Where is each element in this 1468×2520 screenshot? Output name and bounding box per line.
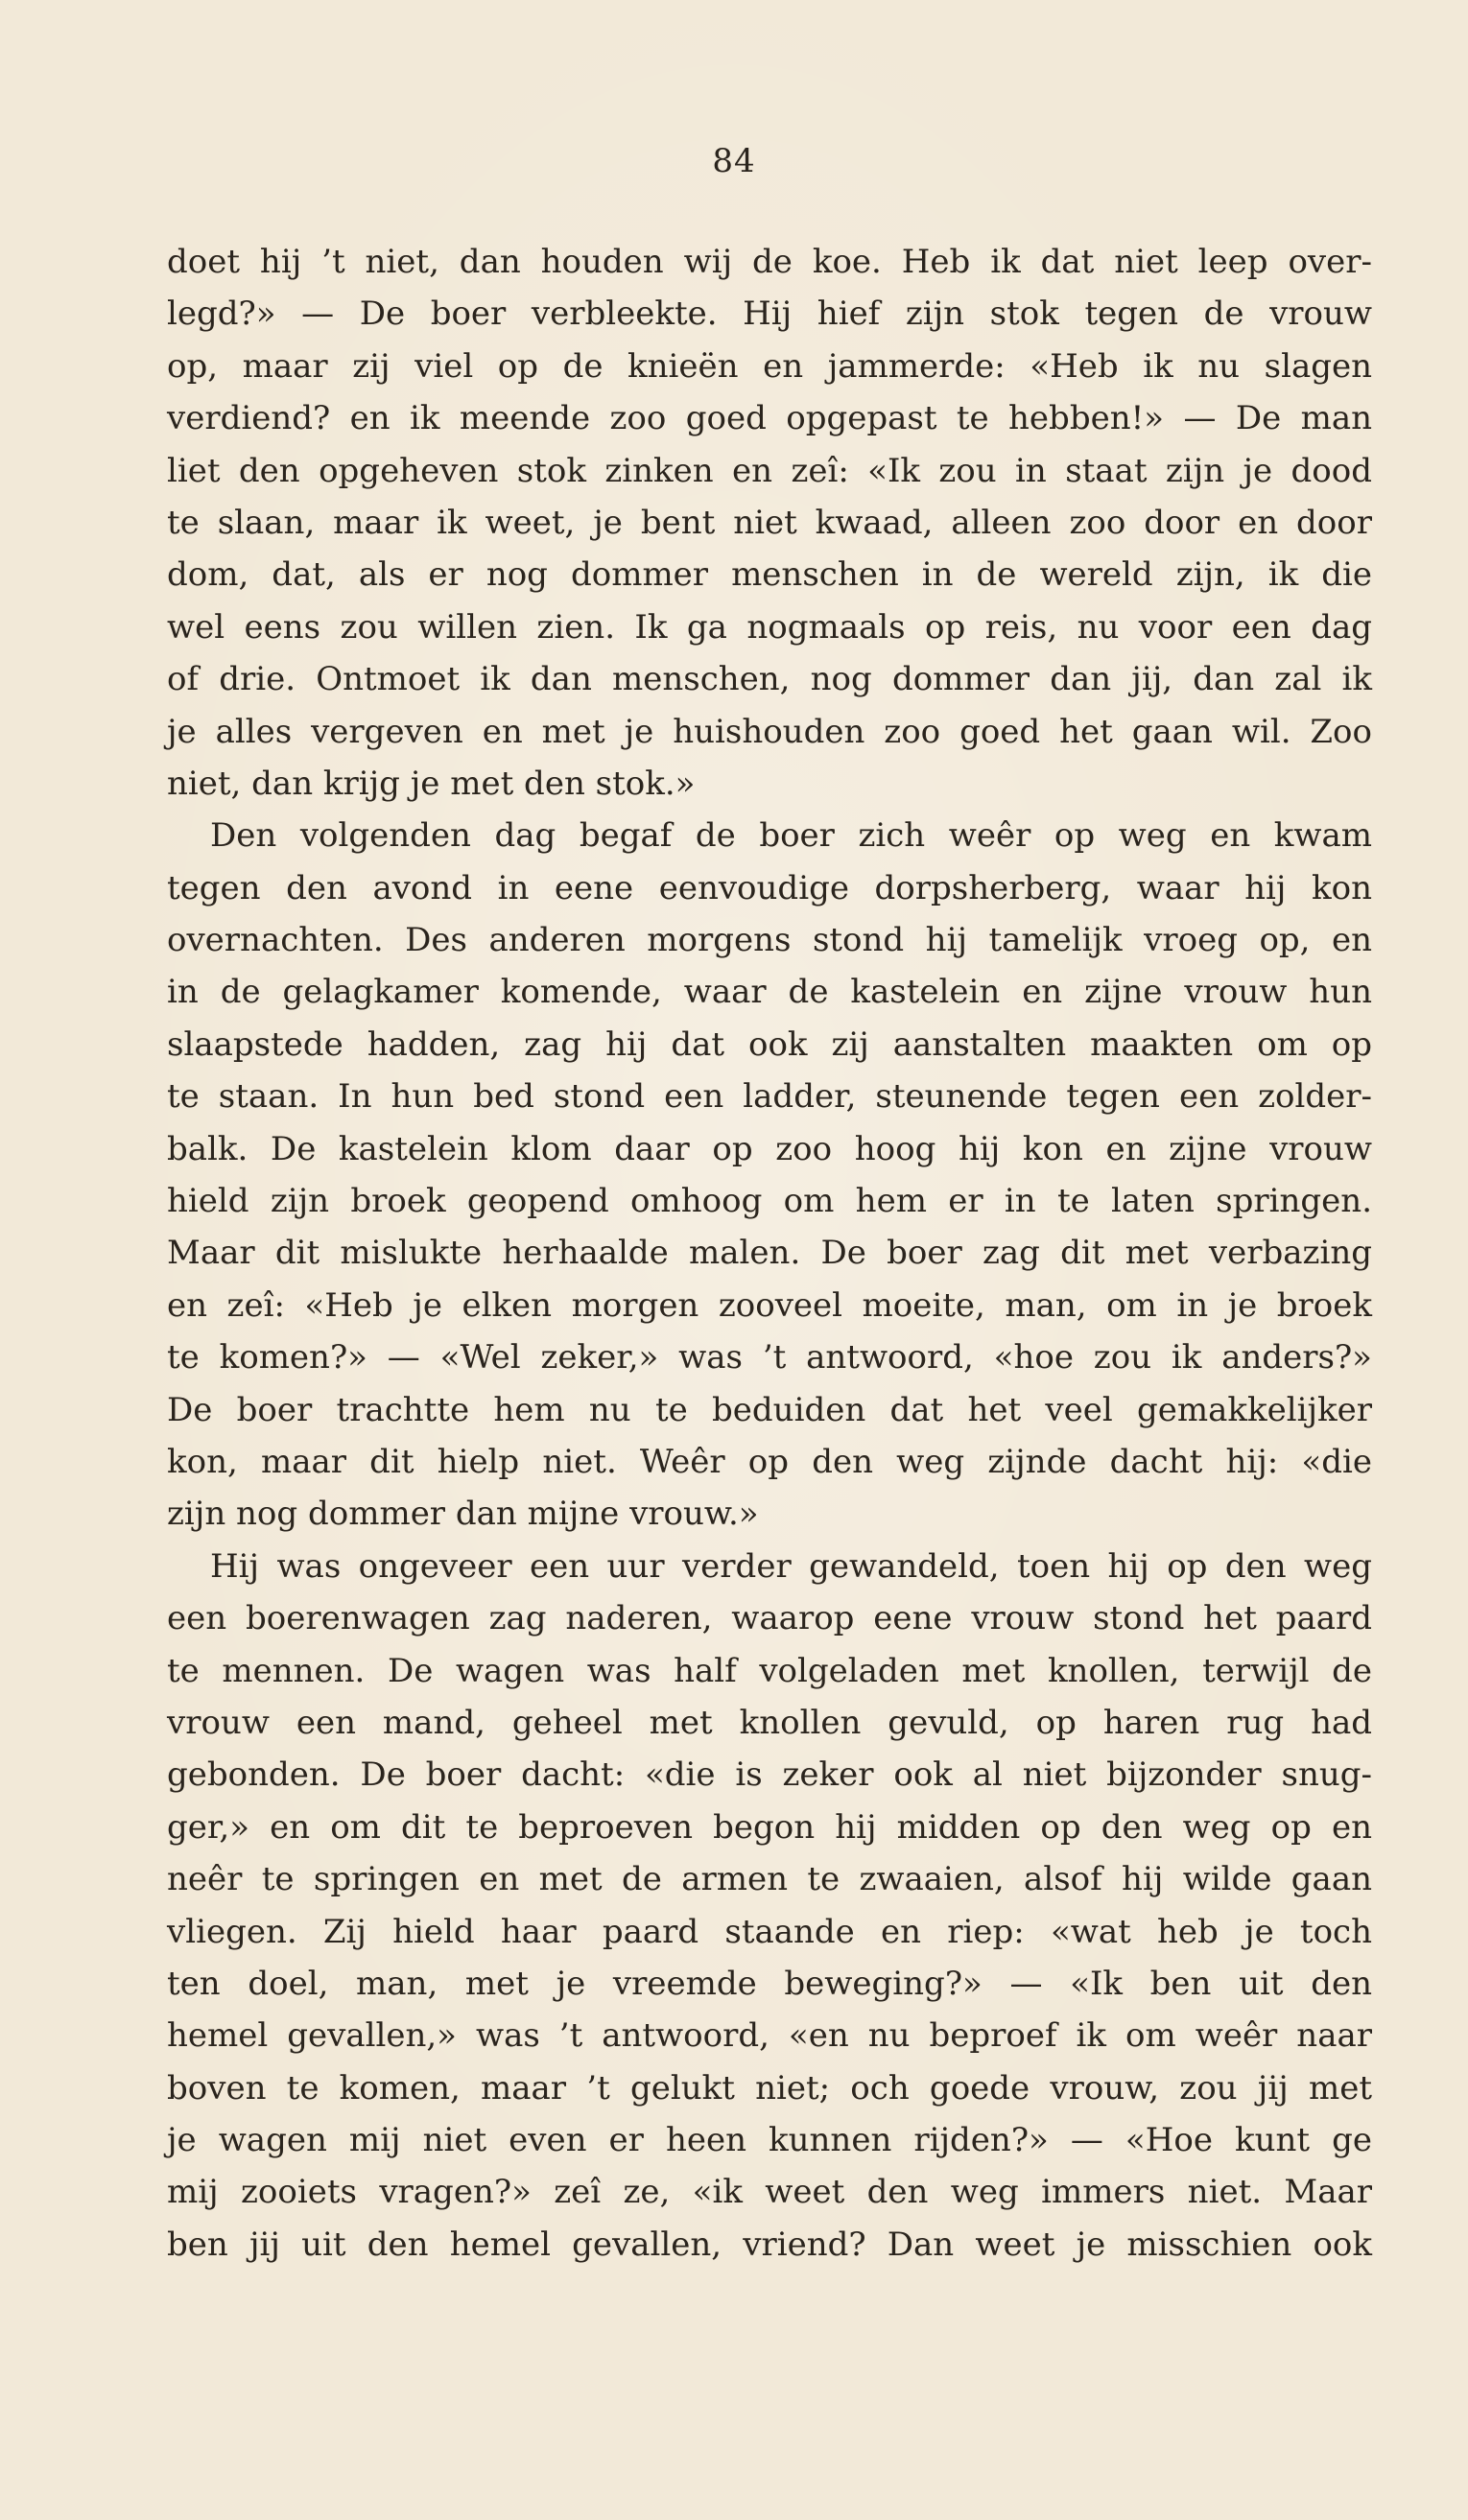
text-line: je wagen mij niet even er heen kunnen rijden?» — «Hoe kunt ge <box>167 2121 1372 2160</box>
text-line: te slaan, maar ik weet, je bent niet kwaad, alleen zoo door en door <box>167 503 1372 542</box>
text-line: overnachten. Des anderen morgens stond hij tamelijk vroeg op, en <box>167 921 1372 960</box>
text-line: ger,» en om dit te beproeven begon hij midden op den weg op en <box>167 1807 1372 1847</box>
text-line: te mennen. De wagen was half volgeladen met knollen, terwijl de <box>167 1651 1372 1690</box>
text-line: slaapstede hadden, zag hij dat ook zij aanstalten maakten om op <box>167 1024 1372 1064</box>
body-text <box>167 236 1372 2271</box>
text-line: verdiend? en ik meende zoo goed opgepast te hebben!» — De man <box>167 399 1372 438</box>
paragraph-start-line: Hij was ongeveer een uur verder gewandeld, toen hij op den weg <box>210 1546 1372 1586</box>
text-line: De boer trachtte hem nu te beduiden dat het veel gemakkelijker <box>167 1390 1372 1429</box>
text-line: dom, dat, als er nog dommer menschen in de wereld zijn, ik die <box>167 555 1372 595</box>
text-line: ten doel, man, met je vreemde beweging?» — «Ik ben uit den <box>167 1964 1372 2003</box>
paragraph-end-line: niet, dan krijg je met den stok.» <box>167 764 696 803</box>
text-line: vrouw een mand, geheel met knollen gevuld, op haren rug had <box>167 1703 1372 1742</box>
text-line: of drie. Ontmoet ik dan menschen, nog dommer dan jij, dan zal ik <box>167 660 1372 699</box>
text-line: tegen den avond in eene eenvoudige dorpsherberg, waar hij kon <box>167 868 1372 907</box>
text-line: boven te komen, maar ’t gelukt niet; och goede vrouw, zou jij met <box>167 2068 1372 2108</box>
text-line: en zeî: «Heb je elken morgen zooveel moeite, man, om in je broek <box>167 1285 1372 1325</box>
text-line: balk. De kastelein klom daar op zoo hoog hij kon en zijne vrouw <box>167 1129 1372 1168</box>
text-line: legd?» — De boer verbleekte. Hij hief zijn stok tegen de vrouw <box>167 294 1372 334</box>
text-line: te staan. In hun bed stond een ladder, steunende tegen een zolder- <box>167 1077 1372 1117</box>
text-line: hemel gevallen,» was ’t antwoord, «en nu beproef ik om weêr naar <box>167 2016 1372 2056</box>
paragraph-end-line: zijn nog dommer dan mijne vrouw.» <box>167 1495 759 1534</box>
text-line: je alles vergeven en met je huishouden zoo goed het gaan wil. Zoo <box>167 712 1372 751</box>
text-line: gebonden. De boer dacht: «die is zeker ook al niet bijzonder snug- <box>167 1755 1372 1795</box>
text-line: Maar dit mislukte herhaalde malen. De boer zag dit met verbazing <box>167 1234 1372 1273</box>
paragraph-start-line: Den volgenden dag begaf de boer zich weêr op weg en kwam <box>210 816 1372 856</box>
text-line: neêr te springen en met de armen te zwaaien, alsof hij wilde gaan <box>167 1860 1372 1899</box>
text-line: liet den opgeheven stok zinken en zeî: «Ik zou in staat zijn je dood <box>167 451 1372 490</box>
text-line: ben jij uit den hemel gevallen, vriend? Dan weet je misschien ook <box>167 2225 1372 2264</box>
text-line: mij zooiets vragen?» zeî ze, «ik weet den weg immers niet. Maar <box>167 2173 1372 2212</box>
page-number: 84 <box>712 142 756 180</box>
text-line: in de gelagkamer komende, waar de kastelein en zijne vrouw hun <box>167 973 1372 1012</box>
text-line: vliegen. Zij hield haar paard staande en riep: «wat heb je toch <box>167 1912 1372 1951</box>
text-line: op, maar zij viel op de knieën en jammerde: «Heb ik nu slagen <box>167 346 1372 386</box>
text-line: doet hij ’t niet, dan houden wij de koe. Heb ik dat niet leep over- <box>167 243 1372 281</box>
text-line: een boerenwagen zag naderen, waarop eene vrouw stond het paard <box>167 1599 1372 1638</box>
text-line: hield zijn broek geopend omhoog om hem er in te laten springen. <box>167 1182 1372 1221</box>
text-line: wel eens zou willen zien. Ik ga nogmaals op reis, nu voor een dag <box>167 607 1372 647</box>
text-line: te komen?» — «Wel zeker,» was ’t antwoord, «hoe zou ik anders?» <box>167 1338 1372 1378</box>
text-line: kon, maar dit hielp niet. Weêr op den weg zijnde dacht hij: «die <box>167 1442 1372 1481</box>
